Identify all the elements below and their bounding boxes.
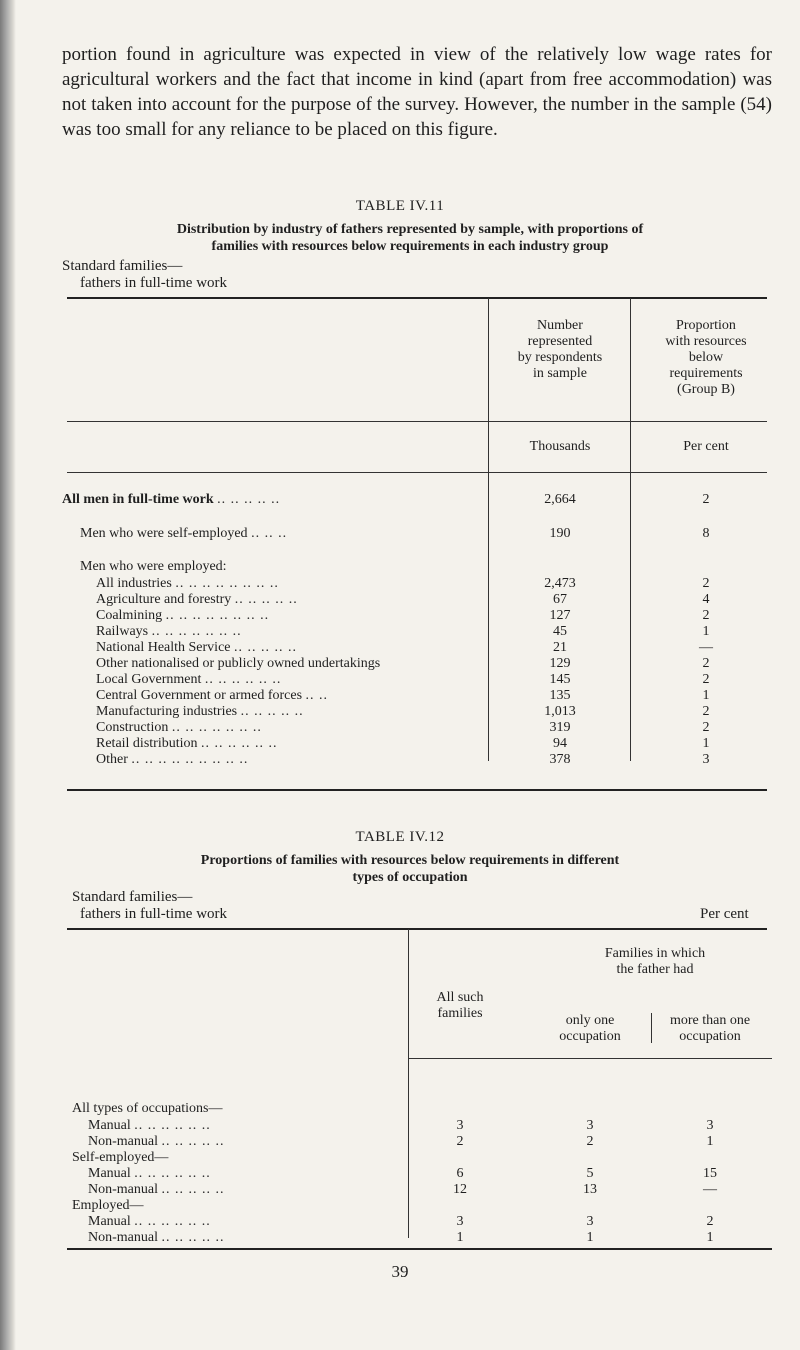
table1-col1-unit: Thousands	[529, 439, 591, 454]
table1-note-line1: Standard families—	[62, 258, 183, 274]
table-row: Non-manual .. .. .. .. .. 12 13 —	[88, 1182, 717, 1197]
table1-top-rule	[67, 297, 767, 299]
table-row: Manual .. .. .. .. .. .. 6 5 15	[88, 1166, 717, 1181]
table2-subheader-divider	[651, 1013, 652, 1043]
table2-one-occupation-header: only one occupation	[559, 1013, 621, 1044]
table2-title: TABLE IV.12	[355, 829, 445, 845]
table2-subtitle-line1: Proportions of families with resources below requirements in different	[200, 853, 620, 868]
table-row: All men in full-time work .. .. .. .. .. 2,664 2	[62, 492, 710, 507]
table-row: Self-employed—	[72, 1150, 169, 1165]
table2-header-rule	[408, 1058, 772, 1059]
table-row: Local Government .. .. .. .. .. .. 145 2	[96, 672, 710, 687]
table-row: Men who were self-employed .. .. .. 190 8	[80, 526, 710, 541]
table2-subtitle-line2: types of occupation	[352, 870, 468, 885]
table2-note-line2: fathers in full-time work	[80, 906, 228, 922]
table-row: Employed—	[72, 1198, 144, 1213]
table2-all-families-header: All such families	[436, 990, 484, 1021]
table-row: Coalmining .. .. .. .. .. .. .. .. 127 2	[96, 608, 710, 623]
table2-top-rule	[67, 928, 767, 930]
table-row: Retail distribution .. .. .. .. .. .. 94 1	[96, 736, 710, 751]
table1-title: TABLE IV.11	[355, 198, 445, 214]
table2-bottom-rule	[67, 1248, 772, 1250]
table1-col2-unit: Per cent	[683, 439, 729, 454]
table1-subtitle-line1: Distribution by industry of fathers represented by sample, with proportions of	[176, 222, 644, 237]
table-row: Other .. .. .. .. .. .. .. .. .. 378 3	[96, 752, 710, 767]
table-row: Non-manual .. .. .. .. .. 1 1 1	[88, 1230, 714, 1245]
table2-group-header: Families in which the father had	[604, 946, 706, 977]
table-row: Men who were employed:	[80, 559, 227, 574]
table-row: All types of occupations—	[72, 1101, 223, 1116]
page-number: 39	[391, 1262, 409, 1281]
body-paragraph: portion found in agriculture was expected in view of the relatively low wage rates for agricultural workers and the fact that income in kind (apart from free accommodation) was not taken into account for the purpose of the survey. However, the number in the sample (54) was too small for any reliance to be placed on this figure.	[62, 44, 772, 140]
table-row: Manual .. .. .. .. .. .. 3 3 2	[88, 1214, 714, 1229]
table2-more-occupations-header: more than one occupation	[669, 1013, 751, 1044]
table1-subtitle-line2: families with resources below requirements in each industry group	[211, 239, 609, 254]
table-row: Manual .. .. .. .. .. .. 3 3 3	[88, 1118, 714, 1133]
table-row: National Health Service .. .. .. .. .. 21 —	[96, 640, 713, 655]
table-row: Other nationalised or publicly owned undertakings 129 2	[96, 656, 710, 671]
table1-note-line2: fathers in full-time work	[80, 275, 228, 291]
table2-unit-label: Per cent	[700, 906, 749, 922]
table1-col1-header: Number represented by respondents in sample	[517, 318, 603, 381]
table1-unit-rule	[67, 472, 767, 473]
table-row: Railways .. .. .. .. .. .. .. 45 1	[96, 624, 710, 639]
table2-note-line1: Standard families—	[72, 889, 193, 905]
table1-col2-header: Proportion with resources below requirements (Group B)	[665, 318, 747, 397]
table-row: Construction .. .. .. .. .. .. .. 319 2	[96, 720, 710, 735]
table-row: Non-manual .. .. .. .. .. 2 2 1	[88, 1134, 714, 1149]
table-row: Manufacturing industries .. .. .. .. .. 1,013 2	[96, 704, 710, 719]
table1-header-rule	[67, 421, 767, 422]
table1-bottom-rule	[67, 789, 767, 791]
table-row: Agriculture and forestry .. .. .. .. .. 67 4	[96, 592, 710, 607]
table-row: All industries .. .. .. .. .. .. .. .. 2,473 2	[96, 576, 710, 591]
table-row: Central Government or armed forces .. .. 135 1	[96, 688, 710, 703]
